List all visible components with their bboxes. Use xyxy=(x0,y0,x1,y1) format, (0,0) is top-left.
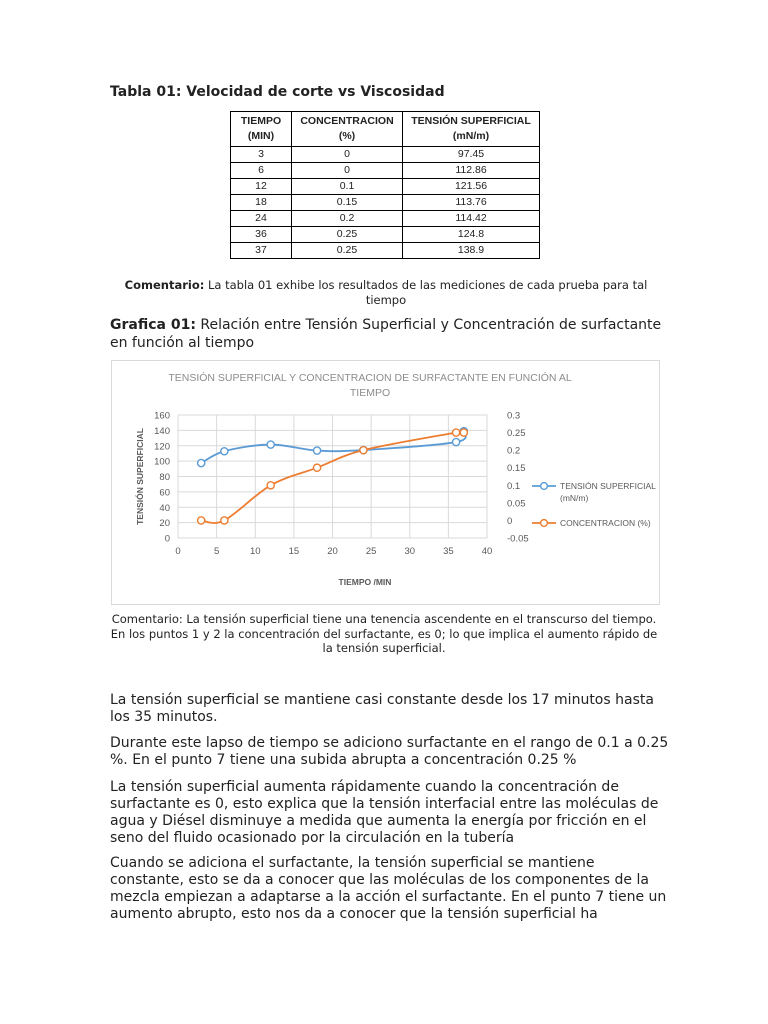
series-2-point xyxy=(460,429,467,436)
paragraph-3: La tensión superficial aumenta rápidamente cuando la concentración de surfactante es 0, esto explica que la tensión interfacial entre las moléculas de agua y Diésel disminuye a medida que aumenta la energía por fricción en el seno del fluido ocasionado por la circulación en la tubería xyxy=(110,779,659,846)
chart-heading xyxy=(110,316,670,352)
paragraph-4: Cuando se adiciona el surfactante, la tensión superficial se mantiene constante, esto se da a conocer que las moléculas de los componentes de la mezcla empiezan a adaptarse a la acción el surfactante. En el punto 7 tiene un aumento abrupto, esto nos da a conocer que la tensión superficial ha xyxy=(110,855,667,922)
table-row xyxy=(231,195,540,211)
cell-time: 24 xyxy=(231,211,292,227)
cell-concentration: 0 xyxy=(292,147,403,163)
header-surface-tension: TENSIÓN SUPERFICIAL (mN/m) xyxy=(403,112,540,147)
series-1-point xyxy=(267,441,274,448)
header-concentration: CONCENTRACION (%) xyxy=(292,112,403,147)
table-comment-label: Comentario: xyxy=(124,278,205,292)
y-tick-label: 100 xyxy=(154,456,170,468)
y-tick-label: 80 xyxy=(159,472,170,483)
series-2-point xyxy=(360,447,367,454)
y-tick-label: 160 xyxy=(154,410,170,422)
cell-concentration: 0.1 xyxy=(292,179,403,195)
y2-tick-label: 0.1 xyxy=(507,480,521,492)
y2-tick-label: -0.05 xyxy=(507,533,529,545)
table-row xyxy=(231,163,540,179)
x-tick-label: 30 xyxy=(404,546,416,557)
cell-time: 12 xyxy=(231,179,292,195)
cell-concentration: 0.25 xyxy=(292,243,403,259)
y2-tick-label: 0.3 xyxy=(507,410,521,422)
cell-surface-tension: 138.9 xyxy=(403,243,540,259)
x-tick-label: 20 xyxy=(327,546,338,557)
cell-time: 6 xyxy=(231,163,292,179)
cell-time: 37 xyxy=(231,243,292,259)
x-tick-label: 10 xyxy=(249,546,261,557)
series-2-point xyxy=(313,464,320,471)
paragraph-2: Durante este lapso de tiempo se adiciono surfactante en el rango de 0.1 a 0.25 %. En el punto 7 tiene una subida abrupta a concentración 0.25 % xyxy=(110,735,669,768)
cell-concentration: 0.2 xyxy=(292,211,403,227)
y2-tick-label: 0 xyxy=(507,515,513,527)
y-tick-label: 20 xyxy=(159,518,170,530)
y-axis-label: TENSIÓN SUPERFICIAL xyxy=(135,428,145,525)
chart-heading-text: Relación entre Tensión Superficial y Concentración de surfactante en función al tiempo xyxy=(110,317,662,351)
chart-title-line2: TIEMPO xyxy=(349,387,391,399)
series-line-1 xyxy=(201,431,466,463)
legend-marker-2 xyxy=(541,520,548,527)
y-tick-label: 140 xyxy=(154,425,170,437)
chart-heading-label: Grafica 01: xyxy=(110,317,196,333)
y-tick-label: 0 xyxy=(164,533,170,545)
paragraph-1: La tensión superficial se mantiene casi constante desde los 17 minutos hasta los 35 minutos. xyxy=(110,692,654,725)
series-1-point xyxy=(198,459,205,466)
cell-concentration: 0.25 xyxy=(292,227,403,243)
series-2-point xyxy=(221,517,228,524)
table-row xyxy=(231,179,540,195)
table-header-row xyxy=(231,112,540,147)
y2-tick-label: 0.15 xyxy=(507,463,526,475)
cell-time: 3 xyxy=(231,147,292,163)
x-axis-label: TIEMPO /MIN xyxy=(338,577,392,587)
x-tick-label: 15 xyxy=(288,546,300,557)
table-comment xyxy=(112,278,660,308)
y-tick-label: 120 xyxy=(154,441,170,453)
x-tick-label: 25 xyxy=(365,546,377,557)
y2-tick-label: 0.05 xyxy=(507,498,526,510)
chart-frame xyxy=(111,360,660,605)
y-tick-label: 60 xyxy=(159,487,170,499)
series-1-point xyxy=(221,448,228,455)
table-row xyxy=(231,211,540,227)
cell-concentration: 0 xyxy=(292,163,403,179)
legend-label-1-line2: (mN/m) xyxy=(560,493,589,503)
legend-label-2: CONCENTRACION (%) xyxy=(560,518,651,528)
x-tick-label: 40 xyxy=(481,546,493,557)
chart xyxy=(112,361,659,604)
x-tick-label: 5 xyxy=(213,546,220,557)
table-comment-text: La tabla 01 exhibe los resultados de las mediciones de cada prueba para tal tiempo xyxy=(204,278,648,307)
legend-marker-1 xyxy=(541,483,548,490)
table-row xyxy=(231,227,540,243)
x-tick-label: 0 xyxy=(175,546,181,557)
y-tick-label: 40 xyxy=(159,502,170,514)
series-2-point xyxy=(198,517,205,524)
header-time: TIEMPO (MIN) xyxy=(231,112,292,147)
cell-time: 18 xyxy=(231,195,292,211)
y2-tick-label: 0.25 xyxy=(507,428,526,440)
cell-surface-tension: 112.86 xyxy=(403,163,540,179)
table-title: Tabla 01: Velocidad de corte vs Viscosidad xyxy=(110,84,445,100)
cell-time: 36 xyxy=(231,227,292,243)
legend-label-1: TENSIÓN SUPERFICIAL xyxy=(560,481,656,491)
series-1-point xyxy=(453,438,460,445)
cell-surface-tension: 124.8 xyxy=(403,227,540,243)
y2-tick-label: 0.2 xyxy=(507,445,521,457)
table-row xyxy=(231,243,540,259)
series-2-point xyxy=(453,429,460,436)
cell-concentration: 0.15 xyxy=(292,195,403,211)
x-tick-label: 35 xyxy=(443,546,454,557)
series-2-point xyxy=(267,482,274,489)
series-1-point xyxy=(313,447,320,454)
table-row xyxy=(231,147,540,163)
chart-comment: Comentario: La tensión superficial tiene una tenencia ascendente en el transcurso del tiempo. En los puntos 1 y 2 la concentración del surfactante, es 0; lo que implica el aumento rápido de la tensión superficial. xyxy=(110,612,658,655)
cell-surface-tension: 114.42 xyxy=(403,211,540,227)
cell-surface-tension: 113.76 xyxy=(403,195,540,211)
results-table xyxy=(230,111,540,259)
cell-surface-tension: 121.56 xyxy=(403,179,540,195)
cell-surface-tension: 97.45 xyxy=(403,147,540,163)
chart-title-line1: TENSIÓN SUPERFICIAL Y CONCENTRACION DE SURFACTANTE EN FUNCIÓN AL xyxy=(168,372,572,384)
